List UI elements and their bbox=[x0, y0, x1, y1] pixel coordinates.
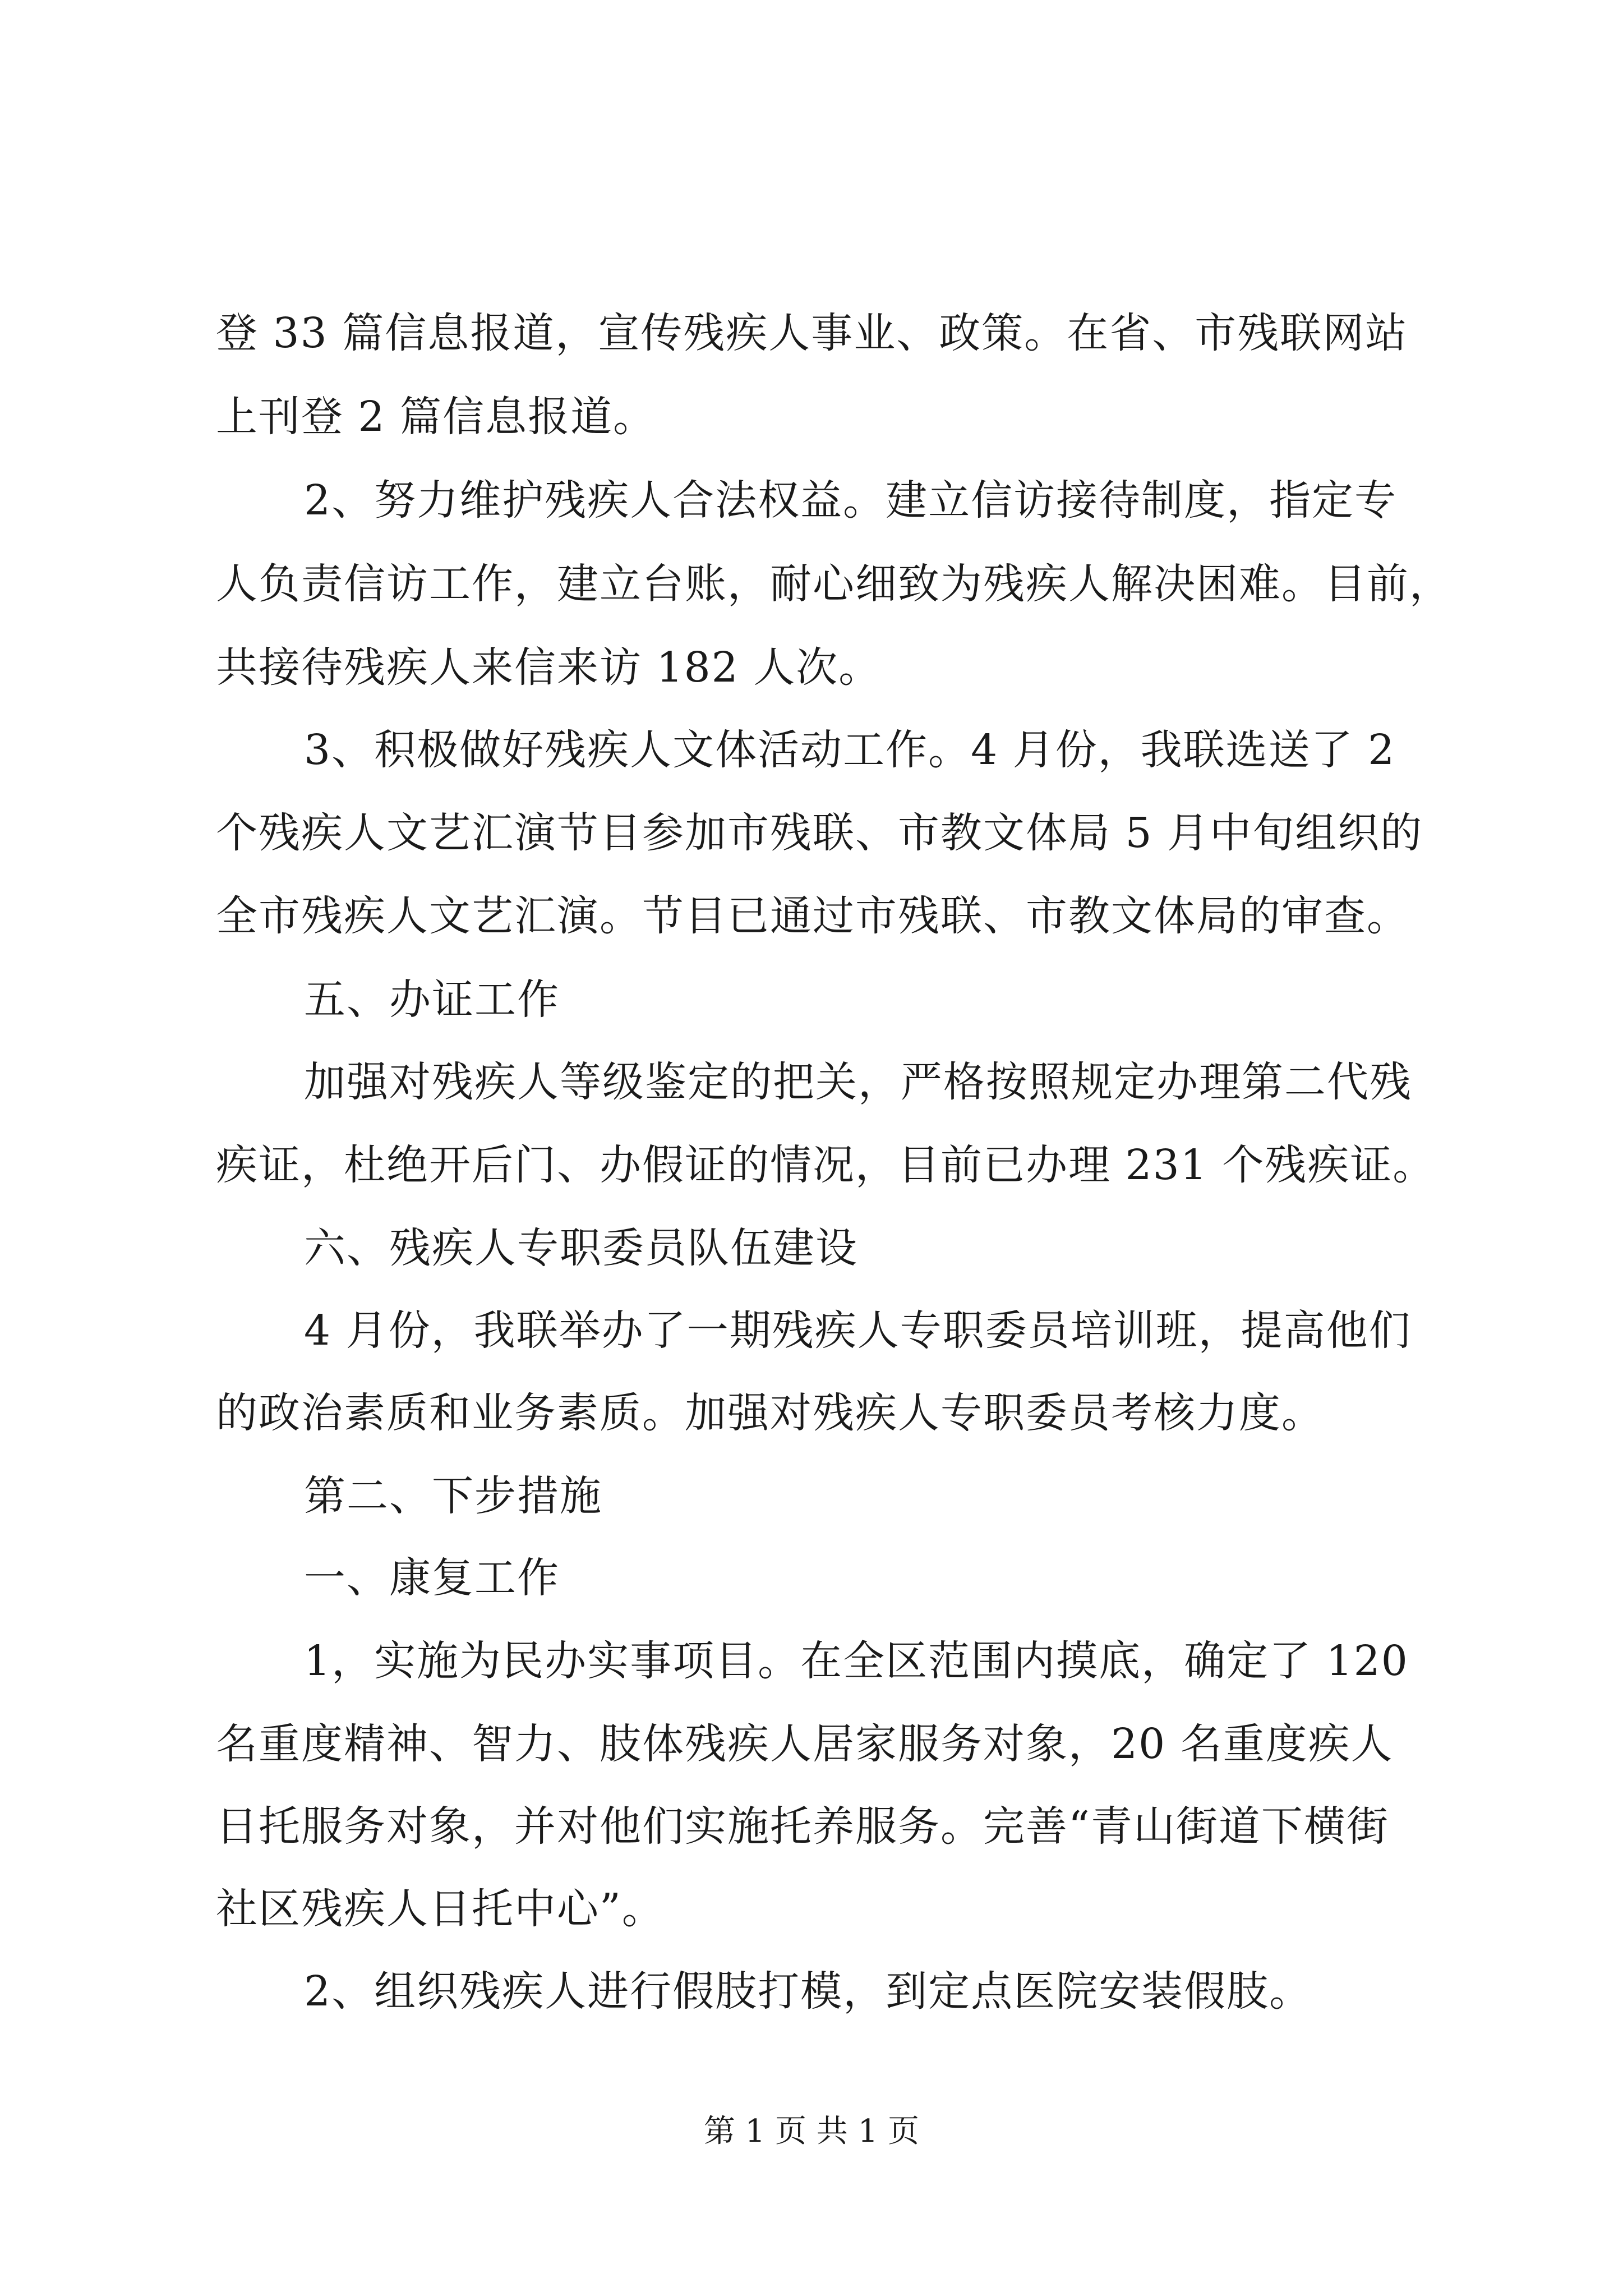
section-heading: 五、办证工作 bbox=[304, 976, 560, 1024]
text-line: 全市残疾人文艺汇演。节目已通过市残联、市教文体局的审查。 bbox=[216, 892, 1409, 940]
page-number: 第 1 页 共 1 页 bbox=[703, 2113, 920, 2150]
text-line: 名重度精神、智力、肢体残疾人居家服务对象，20 名重度疾人 bbox=[216, 1720, 1394, 1768]
text-line: 登 33 篇信息报道，宣传残疾人事业、政策。在省、市残联网站 bbox=[216, 309, 1408, 357]
text-line: 人负责信访工作，建立台账，耐心细致为残疾人解决困难。目前， bbox=[216, 560, 1452, 608]
text-line: 3、积极做好残疾人文体活动工作。4 月份，我联选送了 2 bbox=[304, 726, 1396, 774]
text-line: 个残疾人文艺汇演节目参加市残联、市教文体局 5 月中旬组织的 bbox=[216, 809, 1423, 857]
text-line: 疾证，杜绝开后门、办假证的情况，目前已办理 231 个残疾证。 bbox=[216, 1141, 1436, 1189]
text-line: 2、组织残疾人进行假肢打模，到定点医院安装假肢。 bbox=[304, 1967, 1312, 2016]
text-line: 2、努力维护残疾人合法权益。建立信访接待制度，指定专 bbox=[304, 476, 1398, 524]
section-heading: 一、康复工作 bbox=[304, 1554, 560, 1602]
text-line: 社区残疾人日托中心”。 bbox=[216, 1885, 665, 1933]
text-line: 4 月份，我联举办了一期残疾人专职委员培训班，提高他们 bbox=[304, 1306, 1412, 1355]
section-heading: 第二、下步措施 bbox=[304, 1472, 602, 1520]
text-line: 的政治素质和业务素质。加强对残疾人专职委员考核力度。 bbox=[216, 1389, 1324, 1437]
text-line: 共接待残疾人来信来访 182 人次。 bbox=[216, 643, 882, 692]
text-line: 加强对残疾人等级鉴定的把关，严格按照规定办理第二代残 bbox=[304, 1058, 1412, 1106]
text-line: 1，实施为民办实事项目。在全区范围内摸底，确定了 120 bbox=[304, 1637, 1409, 1685]
section-heading: 六、残疾人专职委员队伍建设 bbox=[304, 1224, 858, 1272]
text-line: 日托服务对象，并对他们实施托养服务。完善“青山街道下横街 bbox=[216, 1802, 1389, 1851]
text-line: 上刊登 2 篇信息报道。 bbox=[216, 393, 656, 441]
